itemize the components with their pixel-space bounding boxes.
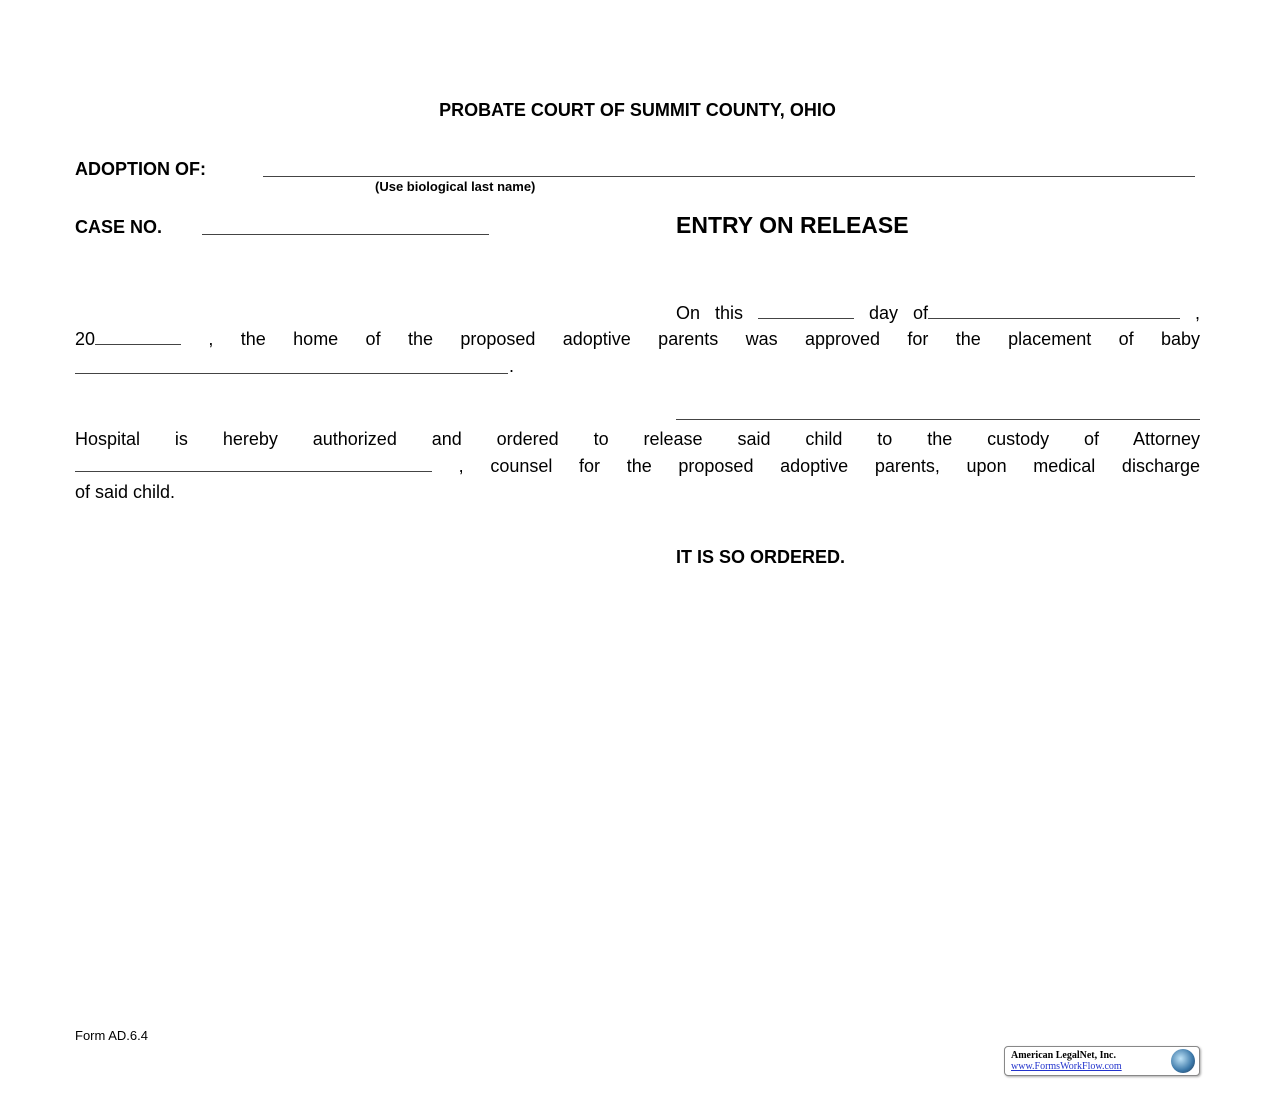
american-legalnet-logo[interactable] [1004,1046,1200,1076]
year-field[interactable] [95,329,181,345]
attorney-name-field[interactable] [75,456,432,472]
hospital-name-field[interactable] [676,419,1200,420]
day-field[interactable] [758,303,854,319]
para2-line2-text: , counsel for the proposed adoptive parents, upon medical discharge [458,456,1200,476]
case-no-label: CASE NO. [75,217,163,237]
comma-text: , [1194,303,1200,323]
globe-icon [1171,1049,1195,1073]
day-of-text: day of [868,303,928,323]
para1-line2-text: , the home of the proposed adoptive parents was approved for the placement of baby [208,329,1200,349]
month-field[interactable] [928,303,1180,319]
baby-name-field[interactable] [75,373,508,374]
court-title: PROBATE COURT OF SUMMIT COUNTY, OHIO [439,100,836,120]
on-this-text: On this [676,303,743,323]
para1-line2 [75,329,1200,349]
para2-line3: of said child. [75,482,176,502]
adoption-of-label: ADOPTION OF: [75,159,206,179]
adoption-hint: (Use biological last name) [375,179,536,194]
logo-url[interactable]: www.FormsWorkFlow.com [1011,1061,1122,1072]
para1-line1 [676,303,1200,323]
so-ordered: IT IS SO ORDERED. [676,547,846,567]
para2-line1: Hospital is hereby authorized and ordered to release said child to the custody of Attorney [75,429,1200,449]
logo-company: American LegalNet, Inc. [1011,1050,1116,1061]
case-no-field[interactable] [202,234,489,235]
period-text: . [509,356,515,376]
form-title: ENTRY ON RELEASE [676,212,909,238]
adoption-name-field[interactable] [263,176,1195,177]
para2-line2 [75,456,1200,476]
year-prefix: 20 [75,329,96,349]
form-number: Form AD.6.4 [75,1028,148,1043]
